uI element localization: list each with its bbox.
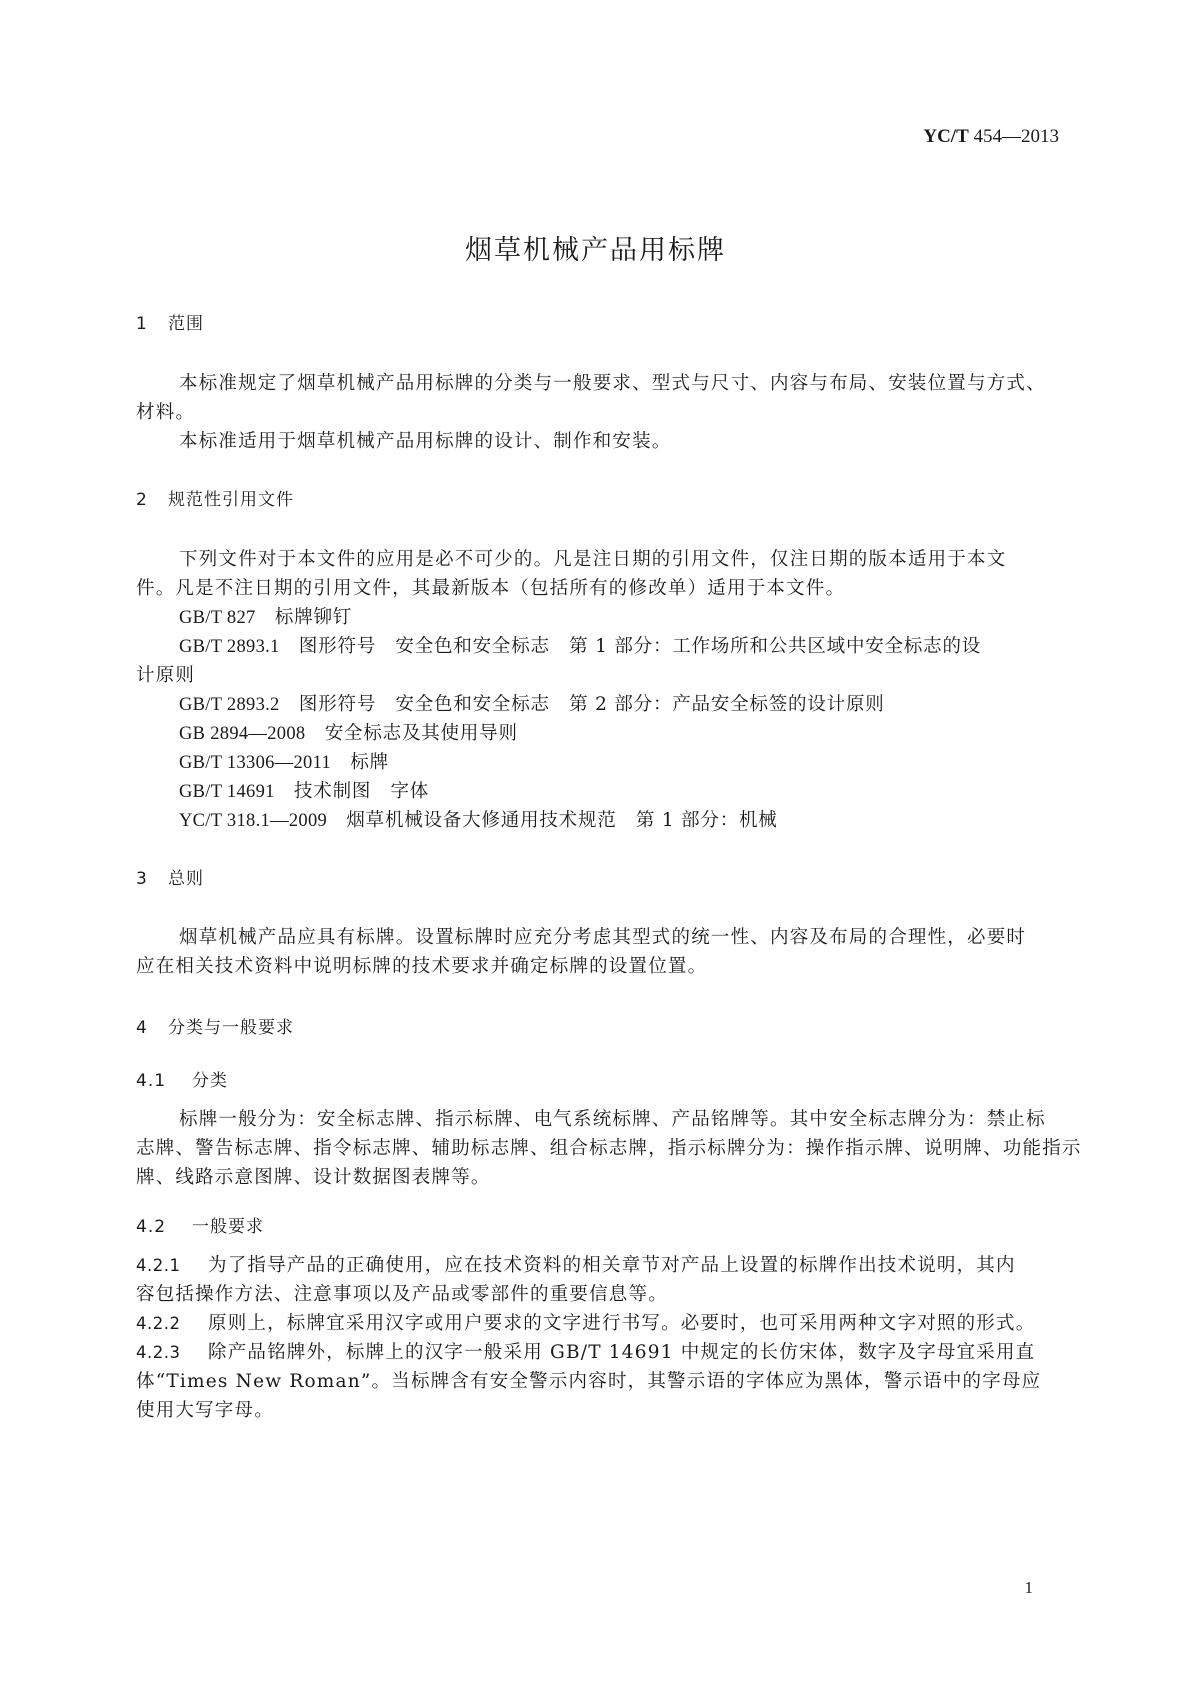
clause-4-2-1-line-2: 容包括操作方法、注意事项以及产品或零部件的重要信息等。: [136, 1284, 668, 1305]
document-title: 烟草机械产品用标牌: [465, 235, 726, 266]
section-4-2-heading: 4.2 一般要求: [136, 1217, 264, 1237]
section-4-1-heading: 4.1 分类: [136, 1071, 228, 1091]
reference-item: GB/T 827 标牌铆钉: [179, 607, 353, 628]
clause-4-2-3-line-2: 体“Times New Roman”。当标牌含有安全警示内容时，其警示语的字体应为黑体，警示语中的字母应: [136, 1371, 1042, 1392]
s1-paragraph-2: 本标准适用于烟草机械产品用标牌的设计、制作和安装。: [179, 431, 672, 452]
s2-paragraph-line-2: 件。凡是不注日期的引用文件，其最新版本（包括所有的修改单）适用于本文件。: [136, 578, 846, 599]
reference-item: GB/T 13306—2011 标牌: [179, 752, 389, 773]
standard-number: YC/T 454—2013: [923, 126, 1059, 147]
reference-item: GB/T 2893.2 图形符号 安全色和安全标志 第 2 部分：产品安全标签的设计原则: [179, 694, 885, 715]
reference-item: GB 2894—2008 安全标志及其使用导则: [179, 723, 518, 744]
reference-item: YC/T 318.1—2009 烟草机械设备大修通用技术规范 第 1 部分：机械: [179, 810, 778, 831]
section-4-heading: 4 分类与一般要求: [136, 1018, 294, 1038]
s41-paragraph-line-2: 志牌、警告标志牌、指令标志牌、辅助标志牌、组合标志牌，指示标牌分为：操作指示牌、说明牌、功能指示: [136, 1138, 1082, 1159]
s1-paragraph-1-line-2: 材料。: [136, 402, 196, 423]
s41-paragraph-line-1: 标牌一般分为：安全标志牌、指示标牌、电气系统标牌、产品铭牌等。其中安全标志牌分为：禁止标: [179, 1109, 1046, 1130]
s3-paragraph-line-2: 应在相关技术资料中说明标牌的技术要求并确定标牌的设置位置。: [136, 956, 708, 977]
section-1-heading: 1 范围: [136, 314, 204, 334]
s41-paragraph-line-3: 牌、线路示意图牌、设计数据图表牌等。: [136, 1167, 491, 1188]
clause-4-2-3-line-3: 使用大写字母。: [136, 1400, 274, 1421]
reference-item-continuation: 计原则: [136, 665, 196, 686]
clause-4-2-2: 4.2.2 原则上，标牌宜采用汉字或用户要求的文字进行书写。必要时，也可采用两种文字对照的形式。: [136, 1313, 1036, 1334]
s1-paragraph-1-line-1: 本标准规定了烟草机械产品用标牌的分类与一般要求、型式与尺寸、内容与布局、安装位置与方式、: [179, 373, 1046, 394]
clause-4-2-1-line-1: 4.2.1 为了指导产品的正确使用，应在技术资料的相关章节对产品上设置的标牌作出技术说明，其内: [136, 1255, 1016, 1276]
page-number: 1: [1024, 1578, 1033, 1597]
clause-4-2-3-line-1: 4.2.3 除产品铭牌外，标牌上的汉字一般采用 GB/T 14691 中规定的长仿宋体，数字及字母宜采用直: [136, 1342, 1036, 1363]
section-2-heading: 2 规范性引用文件: [136, 490, 294, 510]
s3-paragraph-line-1: 烟草机械产品应具有标牌。设置标牌时应充分考虑其型式的统一性、内容及布局的合理性，必要时: [179, 927, 1027, 948]
reference-item: GB/T 2893.1 图形符号 安全色和安全标志 第 1 部分：工作场所和公共区域中安全标志的设: [179, 636, 982, 657]
s2-paragraph-line-1: 下列文件对于本文件的应用是必不可少的。凡是注日期的引用文件，仅注日期的版本适用于本文: [179, 549, 1007, 570]
section-3-heading: 3 总则: [136, 869, 204, 889]
reference-item: GB/T 14691 技术制图 字体: [179, 781, 430, 802]
